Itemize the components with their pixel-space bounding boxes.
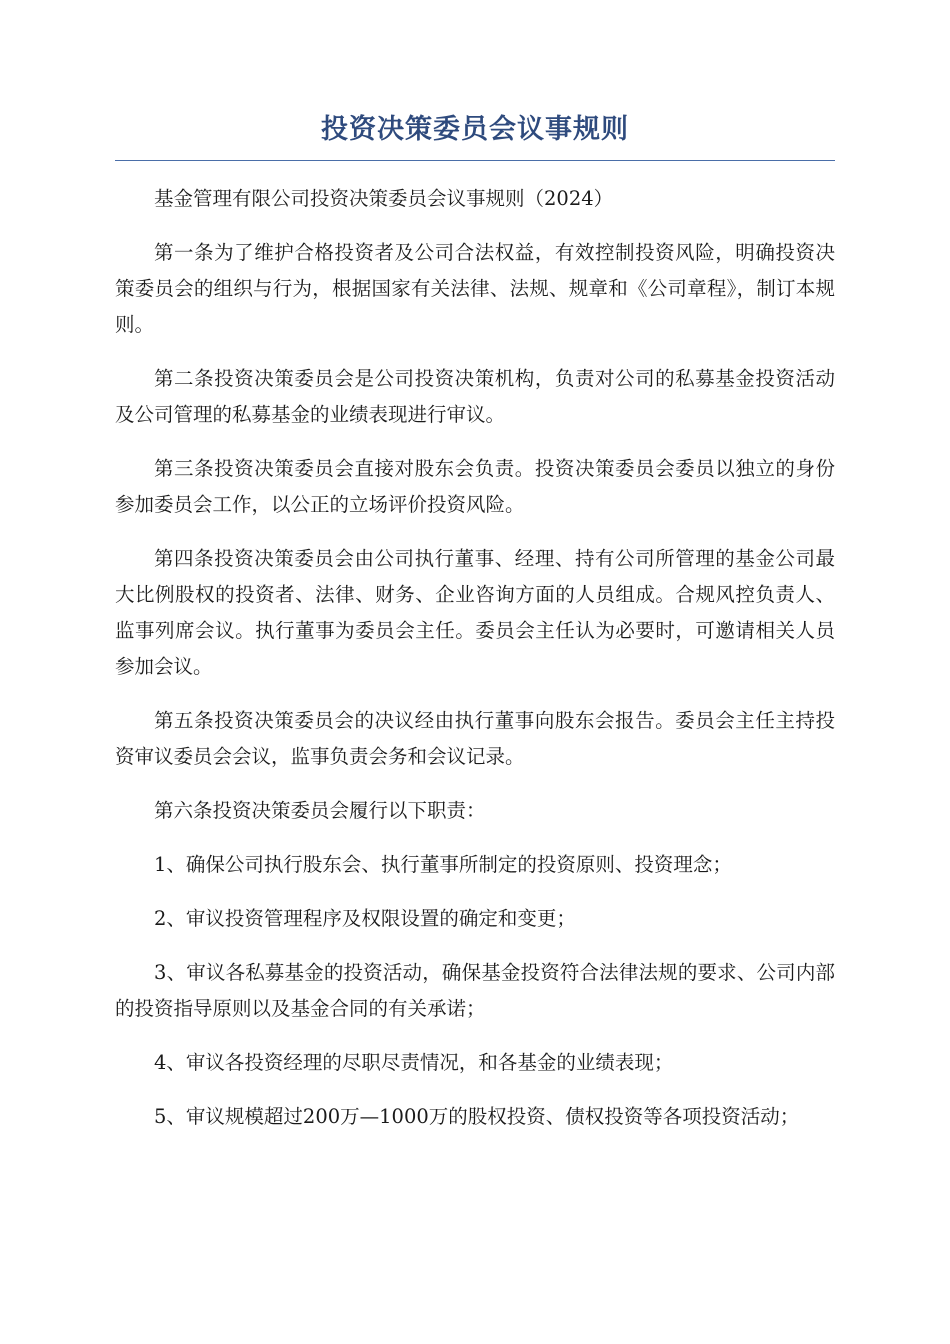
document-page	[115, 110, 835, 1153]
document-body	[115, 181, 835, 1135]
list-item-duty-2: 2、审议投资管理程序及权限设置的确定和变更；	[154, 907, 576, 930]
title-underline	[115, 160, 835, 161]
document-title: 投资决策委员会议事规则	[321, 114, 629, 145]
paragraph-article-1: 第一条为了维护合格投资者及公司合法权益，有效控制投资风险，明确投资决策委员会的组织与行为，根据国家有关法律、法规、规章和《公司章程》，制订本规则。	[115, 241, 835, 336]
paragraph-article-3: 第三条投资决策委员会直接对股东会负责。投资决策委员会委员以独立的身份参加委员会工作，以公正的立场评价投资风险。	[115, 457, 835, 516]
paragraph-article-4: 第四条投资决策委员会由公司执行董事、经理、持有公司所管理的基金公司最大比例股权的投资者、法律、财务、企业咨询方面的人员组成。合规风控负责人、监事列席会议。执行董事为委员会主任。委员会主任认为必要时，可邀请相关人员参加会议。	[115, 547, 835, 678]
paragraph-article-6: 第六条投资决策委员会履行以下职责：	[154, 799, 486, 822]
list-item-duty-4: 4、审议各投资经理的尽职尽责情况，和各基金的业绩表现；	[154, 1051, 674, 1074]
paragraph-subtitle: 基金管理有限公司投资决策委员会议事规则（2024）	[154, 187, 614, 210]
paragraph-article-5: 第五条投资决策委员会的决议经由执行董事向股东会报告。委员会主任主持投资审议委员会会议，监事负责会务和会议记录。	[115, 709, 835, 768]
paragraph-article-2: 第二条投资决策委员会是公司投资决策机构，负责对公司的私募基金投资活动及公司管理的私募基金的业绩表现进行审议。	[115, 367, 835, 426]
list-item-duty-5: 5、审议规模超过200万—1000万的股权投资、债权投资等各项投资活动；	[154, 1105, 800, 1128]
list-item-duty-1: 1、确保公司执行股东会、执行董事所制定的投资原则、投资理念；	[154, 853, 732, 876]
list-item-duty-3: 3、审议各私募基金的投资活动，确保基金投资符合法律法规的要求、公司内部的投资指导原则以及基金合同的有关承诺；	[115, 961, 835, 1020]
